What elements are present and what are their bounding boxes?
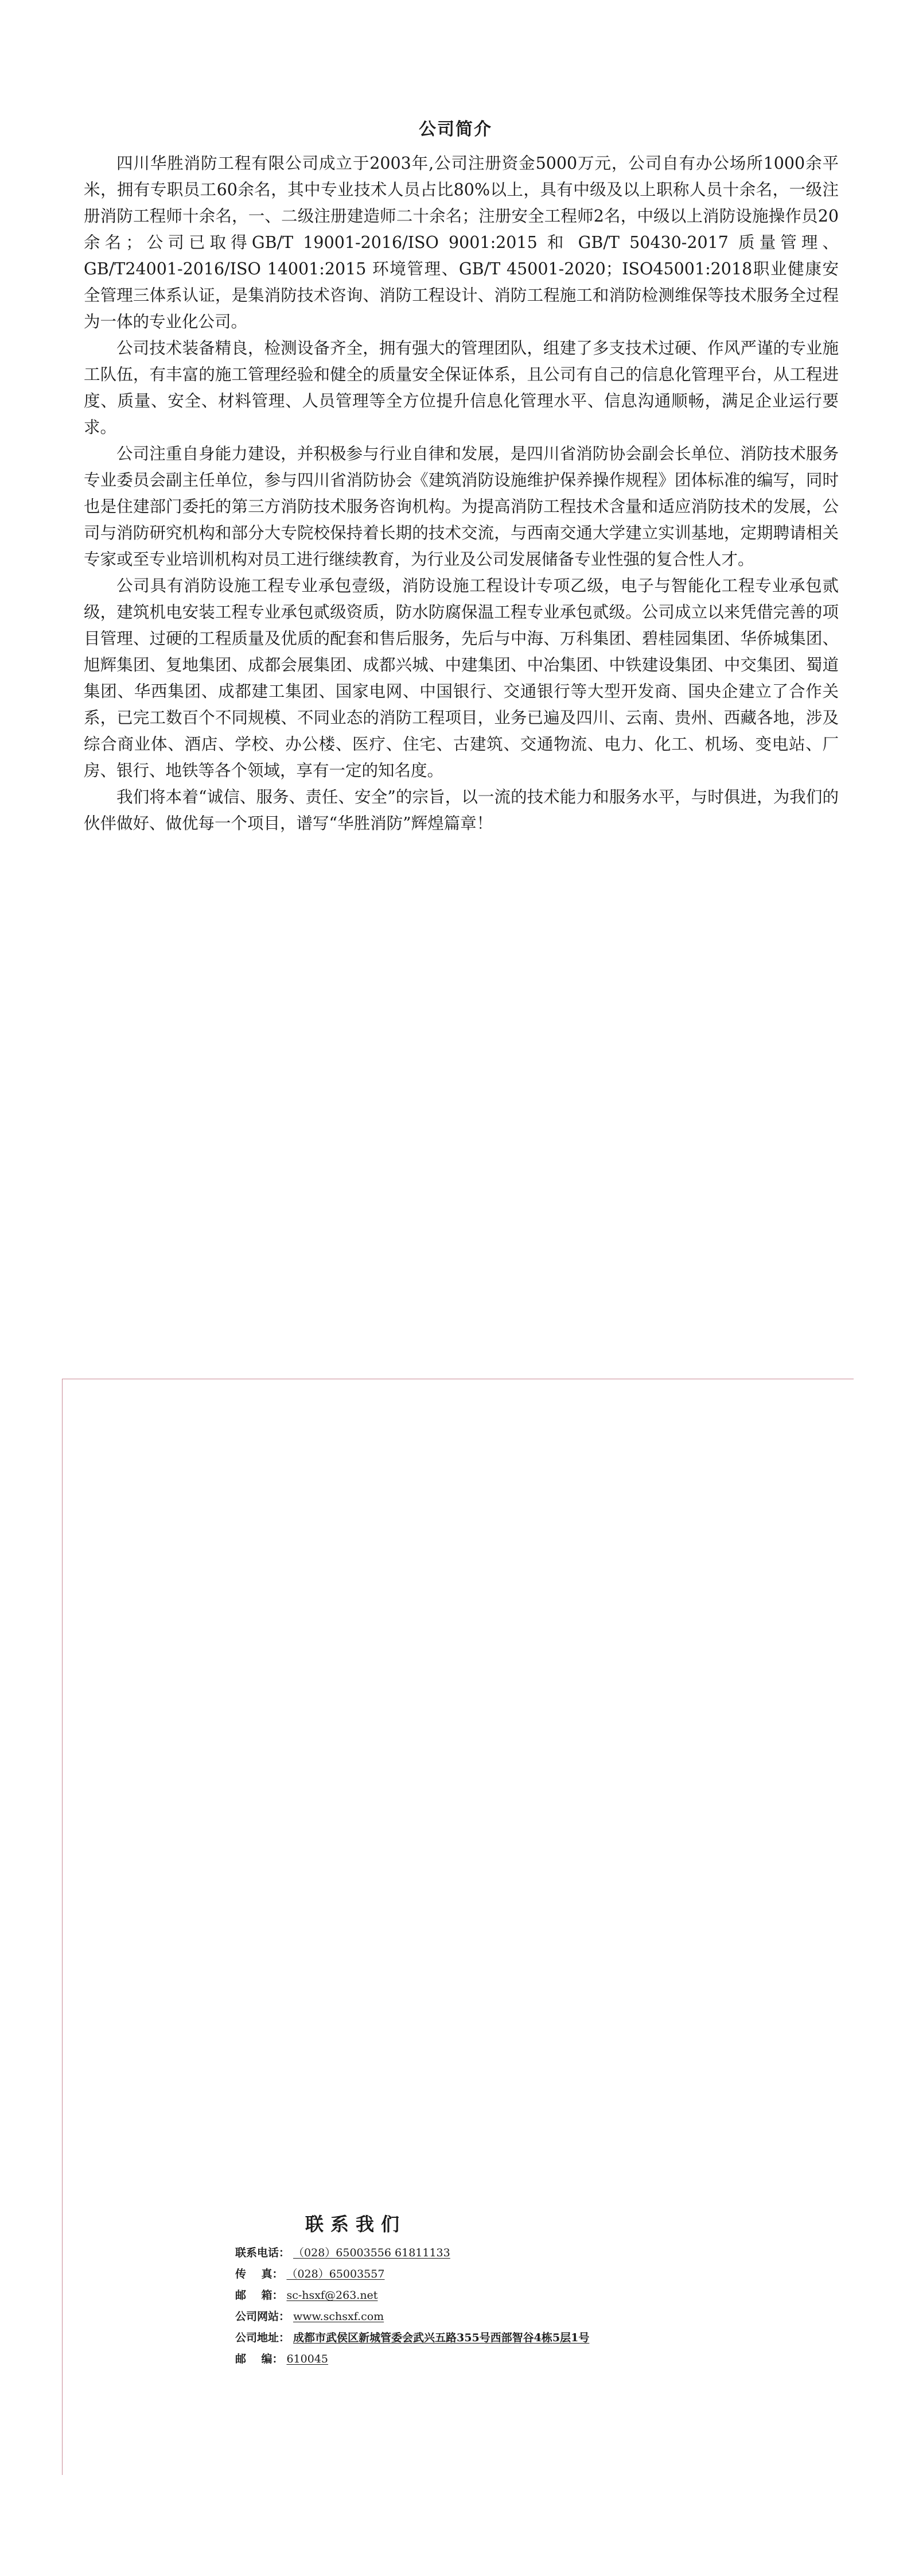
phone-value: （028）65003556 61811133 <box>293 2247 450 2259</box>
contact-row-website <box>235 2308 752 2329</box>
contact-label: 邮 编： <box>235 2353 283 2365</box>
paragraph-4: 公司具有消防设施工程专业承包壹级，消防设施工程设计专项乙级，电子与智能化工程专业承包贰级，建筑机电安装工程专业承包贰级资质，防水防腐保温工程专业承包贰级。公司成立以来凭借完善的项目管理、过硬的工程质量及优质的配套和售后服务，先后与中海、万科集团、碧桂园集团、华侨城集团、旭辉集团、复地集团、成都会展集团、成都兴城、中建集团、中冶集团、中铁建设集团、中交集团、蜀道集团、华西集团、成都建工集团、国家电网、中国银行、交通银行等大型开发商、国央企建立了合作关系，已完工数百个不同规模、不同业态的消防工程项目，业务已遍及四川、云南、贵州、西藏各地，涉及综合商业体、酒店、学校、办公楼、医疗、住宅、古建筑、交通物流、电力、化工、机场、变电站、厂房、银行、地铁等各个领域，享有一定的知名度。 <box>84 576 839 780</box>
contact-row-postcode <box>235 2350 752 2372</box>
contact-label: 邮 箱： <box>235 2289 283 2302</box>
contact-section <box>235 2210 752 2372</box>
email-link[interactable]: sc-hsxf@263.net <box>286 2289 378 2302</box>
website-link[interactable]: www.schsxf.com <box>293 2310 384 2323</box>
paragraph-3: 公司注重自身能力建设，并积极参与行业自律和发展，是四川省消防协会副会长单位、消防技术服务专业委员会副主任单位，参与四川省消防协会《建筑消防设施维护保养操作规程》团体标准的编写，同时也是住建部门委托的第三方消防技术服务咨询机构。为提高消防工程技术含量和适应消防技术的发展，公司与消防研究机构和部分大专院校保持着长期的技术交流，与西南交通大学建立实训基地，定期聘请相关专家或至专业培训机构对员工进行继续教育，为行业及公司发展储备专业性强的复合性人才。 <box>84 444 839 569</box>
contact-label: 联系电话： <box>235 2247 290 2259</box>
page-frame-left-border <box>62 1379 63 2475</box>
paragraph-5: 我们将本着“诚信、服务、责任、安全”的宗旨，以一流的技术能力和服务水平，与时俱进，为我们的伙伴做好、做优每一个项目，谱写“华胜消防”辉煌篇章！ <box>84 787 839 833</box>
contact-label: 传 真： <box>235 2268 283 2280</box>
contact-row-address <box>235 2329 752 2350</box>
contact-row-phone <box>235 2244 752 2265</box>
contact-row-fax <box>235 2265 752 2287</box>
paragraph-1: 四川华胜消防工程有限公司成立于2003年,公司注册资金5000万元，公司自有办公场所1000余平米，拥有专职员工60余名，其中专业技术人员占比80%以上，具有中级及以上职称人员十余名，一级注册消防工程师十余名，一、二级注册建造师二十余名；注册安全工程师2名，中级以上消防设施操作员20余名；公司已取得GB/T 19001-2016/ISO 9001:2015 和 GB/T 50430-2017 质量管理、GB/T24001-2016/ISO 14001:2015 环境管理、GB/T 45001-2020；ISO45001:2018职业健康安全管理三体系认证，是集消防技术咨询、消防工程设计、消防工程施工和消防检测维保等技术服务全过程为一体的专业化公司。 <box>84 154 839 331</box>
contact-row-email <box>235 2287 752 2308</box>
contact-label: 公司网站： <box>235 2310 290 2323</box>
document-body <box>84 150 839 837</box>
postcode-value: 610045 <box>286 2353 328 2365</box>
contact-label: 公司地址： <box>235 2331 290 2344</box>
address-value: 成都市武侯区新城管委会武兴五路355号西部智谷4栋5层1号 <box>293 2331 590 2344</box>
paragraph-2: 公司技术装备精良，检测设备齐全，拥有强大的管理团队，组建了多支技术过硬、作风严谨的专业施工队伍，有丰富的施工管理经验和健全的质量安全保证体系，且公司有自己的信息化管理平台，从工程进度、质量、安全、材料管理、人员管理等全方位提升信息化管理水平、信息沟通顺畅，满足企业运行要求。 <box>84 339 839 437</box>
document-title: 公司简介 <box>419 119 492 139</box>
fax-value: （028）65003557 <box>286 2268 385 2280</box>
contact-title: 联系我们 <box>305 2213 407 2235</box>
